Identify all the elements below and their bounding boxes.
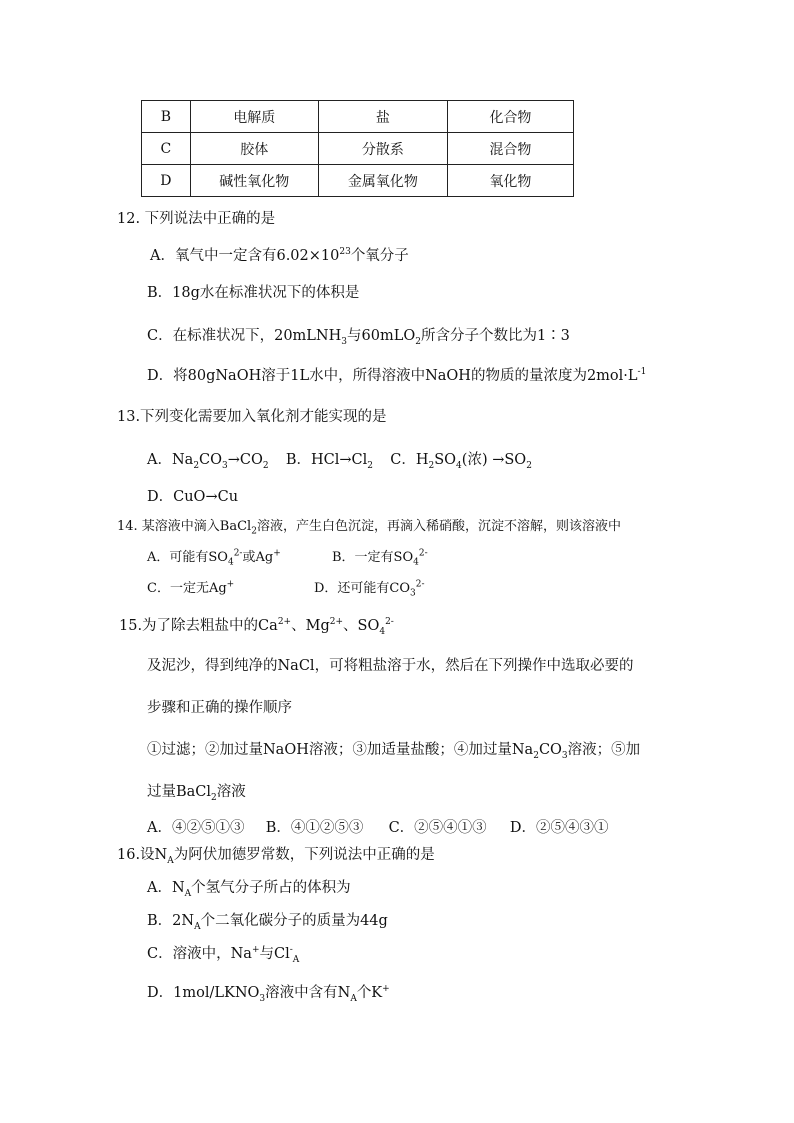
q13-option-c: C．$H_2SO_4$(浓) $\to SO_2$ (390, 452, 532, 471)
q15-option-d: D．②⑤④③① (509, 820, 609, 836)
q12-stem: 12. 下列说法中正确的是 (117, 211, 276, 227)
q15-options (147, 818, 609, 838)
table-cell: 分散系 (318, 133, 447, 165)
table-cell: C (142, 133, 191, 165)
q15-option-a: A．④②⑤①③ (147, 820, 245, 836)
table-cell: 化合物 (447, 101, 573, 133)
q16-option-b: B．$2N_A$个二氧化碳分子的质量为44g (147, 913, 388, 932)
classification-table (141, 100, 574, 197)
q15-line-2: 及泥沙，得到纯净的NaCl，可将粗盐溶于水，然后在下列操作中选取必要的 (147, 658, 634, 674)
q14-option-a: A．可能有$SO_4^{2-}$或Ag+ (147, 548, 281, 568)
q15-option-b: B．④①②⑤③ (265, 820, 364, 836)
table-cell: 混合物 (447, 133, 573, 165)
q14-option-d: D．还可能有$CO_3^{2-}$ (314, 579, 425, 599)
q15-option-c: C．②⑤④①③ (388, 820, 487, 836)
q16-option-d: D．$1mol/LKNO_3$溶液中含有$N_A$个K+ (147, 984, 390, 1004)
q14-option-b: B．一定有$SO_4^{2-}$ (332, 548, 428, 568)
q14-option-c: C．一定无Ag+ (147, 579, 235, 596)
table-body (142, 101, 574, 197)
q15-stem: 15.为了除去粗盐中的$Ca^{2+}$、$Mg^{2+}$、$SO_4^{2-}$ (119, 617, 394, 637)
q12-option-c: C．在标准状况下，20mLNH$_3$与60mLO$_2$所含分子个数比为1∶3 (147, 328, 570, 347)
table-cell: 氧化物 (447, 165, 573, 197)
q14-stem: 14. 某溶液中滴入BaCl$_2$溶液，产生白色沉淀，再滴入稀硝酸，沉淀不溶解，则该溶液中 (117, 519, 621, 537)
table-cell: D (142, 165, 191, 197)
q16-option-c: C．溶液中，Na+与$Cl^-_A$ (147, 945, 300, 965)
q13-stem: 13.下列变化需要加入氧化剂才能实现的是 (117, 409, 387, 425)
table-row (142, 133, 574, 165)
q13-option-d: D．CuO→Cu (147, 489, 239, 505)
table-cell: B (142, 101, 191, 133)
table-cell: 盐 (318, 101, 447, 133)
q13-option-a: A．$Na_2CO_3\to CO_2$ (147, 452, 269, 471)
q15-line-4: ①过滤；②加过量NaOH溶液；③加适量盐酸；④加过量$Na_2CO_3$溶液；⑤加 (147, 742, 641, 761)
q13-option-b: B．$HCl\to Cl_2$ (285, 452, 374, 471)
q12-option-a: A．氧气中一定含有$6.02\times 10^{23}$个氧分子 (150, 247, 409, 264)
table-cell: 金属氧化物 (318, 165, 447, 197)
table-row (142, 165, 574, 197)
q16-option-a: A．$N_A$个氢气分子所占的体积为 (147, 880, 351, 899)
table-cell: 胶体 (190, 133, 318, 165)
q15-line-3: 步骤和正确的操作顺序 (147, 700, 292, 716)
q16-stem: 16.设$N_A$为阿伏加德罗常数，下列说法中正确的是 (117, 847, 435, 866)
table-row (142, 101, 574, 133)
table-cell: 碱性氧化物 (190, 165, 318, 197)
q15-line-5: 过量BaCl$_2$溶液 (147, 784, 246, 803)
q12-option-b: B．18g水在标准状况下的体积是 (147, 285, 360, 301)
q12-option-d: D．将80gNaOH溶于1L水中，所得溶液中NaOH的物质的量浓度为$2mol\cdot L^{-1}$ (147, 367, 647, 384)
table-cell: 电解质 (190, 101, 318, 133)
q13-options-abc (147, 450, 532, 470)
